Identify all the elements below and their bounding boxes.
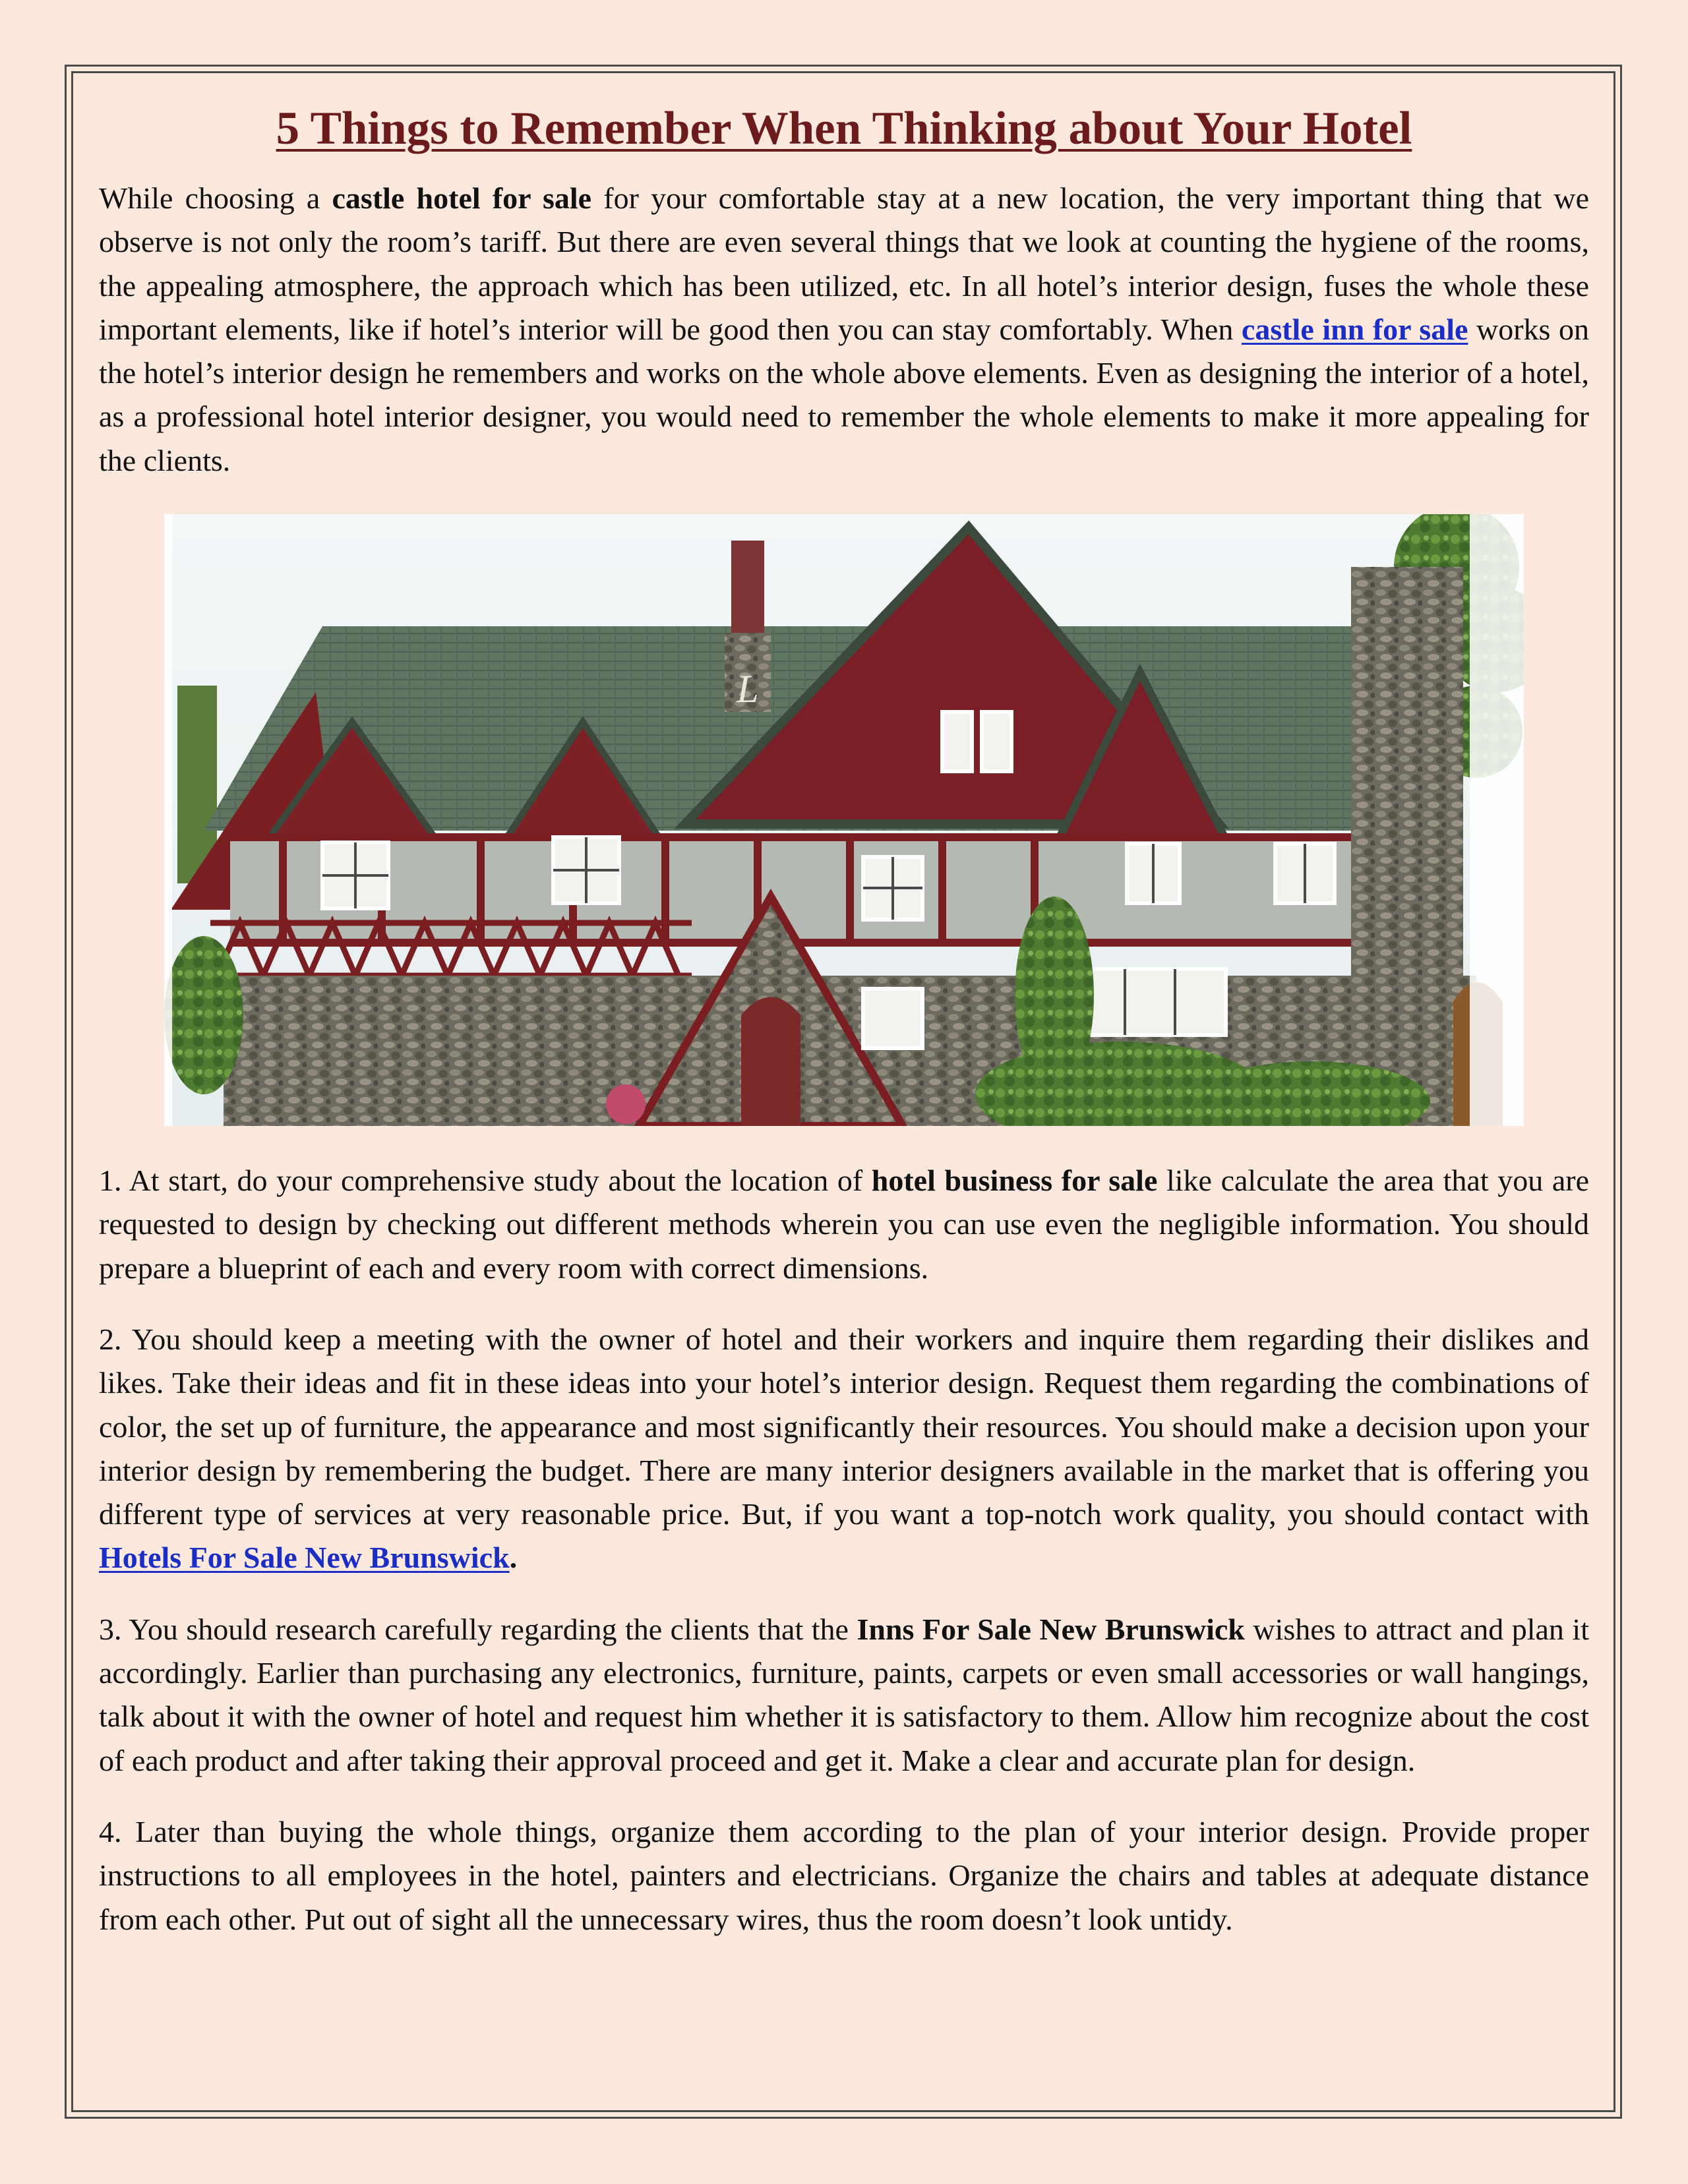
point-3-text-2: wishes to attract and plan it accordingly. Earlier than purchasing any electronics, furniture, paints, carpets or even small accessories or wall hangings, talk about it with the owner of hotel and request him whether it is satisfactory to them. Allow him recognize about the cost of each product and after taking their approval proceed and get it. Make a clear and accurate plan for design. [99,1612,1589,1777]
hotels-for-sale-nb-link[interactable]: Hotels For Sale New Brunswick [99,1541,510,1575]
point-1-paragraph [99,1159,1589,1290]
hotel-photo [164,514,1524,1126]
document-body [99,99,1589,1941]
photo-edge [1470,514,1524,1126]
point-1-text-2: like calculate the area that you are requested to design by checking out different methods wherein you can use even the negligible information. You should prepare a blueprint of each and every room with correct dimensions. [99,1164,1589,1285]
point-3-paragraph [99,1608,1589,1783]
point-1-bold-keyword: hotel business for sale [871,1164,1158,1198]
point-4-paragraph [99,1810,1589,1941]
intro-paragraph [99,177,1589,483]
intro-text-3: works on the hotel’s interior design he remembers and works on the whole above elements. Even as designing the interior of a hotel, as a professional hotel interior designer, you would need to remember the whole elements to make it more appealing for the clients. [99,312,1589,477]
upper-facade [230,837,1391,943]
point-2-paragraph [99,1318,1589,1580]
point-3-text-1: 3. You should research carefully regarding the clients that the [99,1612,857,1646]
intro-text-1: While choosing a [99,181,332,215]
entry-door [741,997,800,1127]
photo-edge-left [164,514,172,1126]
point-3-bold-keyword: Inns For Sale New Brunswick [857,1612,1245,1646]
castle-inn-link[interactable]: castle inn for sale [1241,312,1468,346]
point-2-text-2: . [509,1541,518,1575]
point-4-text-1: 4. Later than buying the whole things, organize them according to the plan of your interior design. Provide proper instructions to all employees in the hotel, painters and electricians. Organize the chairs and tables at adequate distance from each other. Put out of sight all the unnecessary wires, thus the room doesn’t look untidy. [99,1814,1589,1936]
point-2-text-1: 2. You should keep a meeting with the owner of hotel and their workers and inquire them regarding their dislikes and likes. Take their ideas and fit in these ideas into your hotel’s interior design. Request them regarding the combinations of color, the set up of furniture, the appearance and most significantly their resources. You should make a decision upon your interior design by remembering the budget. There are many interior designers available in the market that is offering you different type of services at very reasonable price. But, if you want a top-notch work quality, you should contact with [99,1322,1589,1531]
point-1-text-1: 1. At start, do your comprehensive study about the location of [99,1164,872,1198]
intro-text-2: for your comfortable stay at a new location, the very important thing that we observe is not only the room’s tariff. But there are even several things that we look at counting the hygiene of the rooms, the appealing atmosphere, the approach which has been utilized, etc. In all hotel’s interior design, fuses the whole these important elements, like if hotel’s interior will be good then you can stay comfortably. When [99,181,1589,346]
stone-tower [1351,567,1463,1126]
intro-bold-keyword: castle hotel for sale [332,181,592,215]
chimney-letter: L [737,667,759,711]
page-title: 5 Things to Remember When Thinking about Your Hotel [276,103,1412,154]
